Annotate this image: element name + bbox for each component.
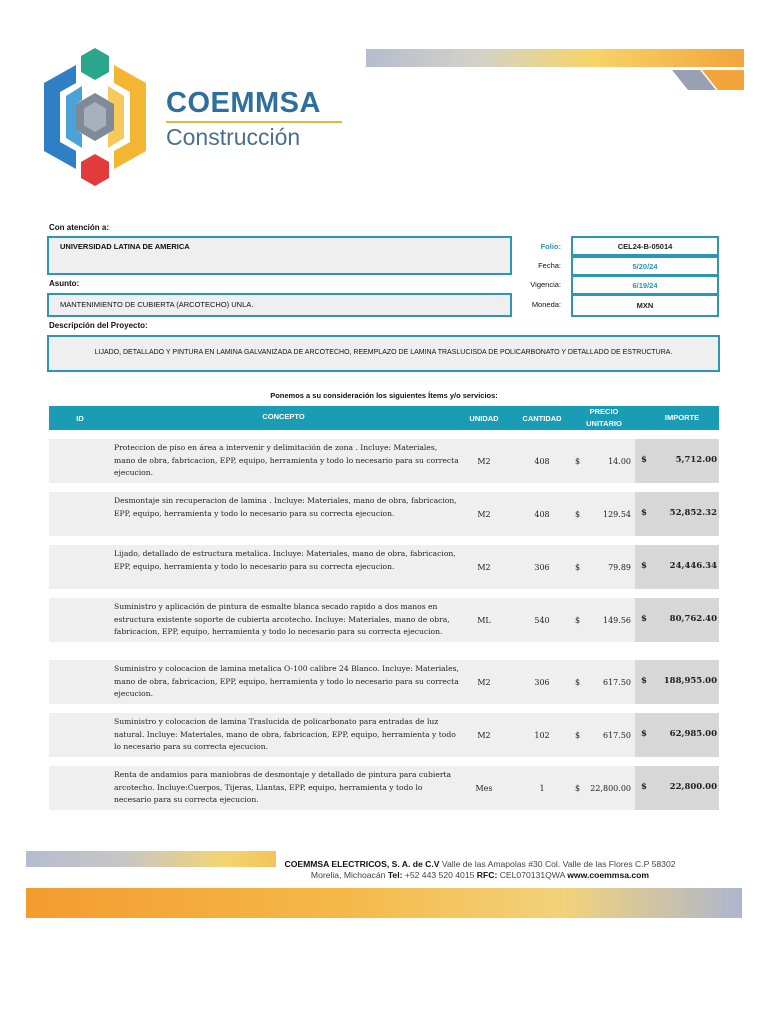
row-amount: 22,800.00	[669, 782, 717, 792]
footer-address: Valle de las Amapolas #30 Col. Valle de las Flores C.P 58302	[441, 859, 676, 869]
row-id	[49, 660, 111, 704]
row-unit: Mes	[475, 783, 493, 793]
fecha-label: Fecha:	[538, 261, 561, 270]
row-qty: 306	[534, 562, 550, 572]
row-unit: M2	[477, 456, 491, 466]
row-amount-cell	[635, 545, 719, 589]
row-amount-cell	[635, 766, 719, 810]
row-id	[49, 598, 111, 642]
row-unit: M2	[477, 562, 491, 572]
row-amount: 24,446.34	[669, 561, 717, 571]
row-amount-currency: $	[641, 676, 647, 686]
row-unit: M2	[477, 509, 491, 519]
header-gradient-bar	[366, 49, 744, 67]
vigencia-value: 6/19/24	[632, 281, 658, 290]
row-id	[49, 492, 111, 536]
row-unit: ML	[477, 615, 491, 625]
folio-value: CEL24-B-05014	[617, 242, 673, 251]
logo-wordmark: COEMMSA	[166, 87, 321, 119]
footer-gradient-bottom	[26, 888, 742, 918]
header-price-1: PRECIO	[589, 407, 619, 416]
vigencia-label: Vigencia:	[530, 280, 561, 289]
row-amount-currency: $	[641, 508, 647, 518]
table-header	[49, 406, 719, 430]
row-id	[49, 439, 111, 483]
header-price-2: UNITARIO	[586, 419, 622, 428]
row-id	[49, 713, 111, 757]
row-price: 22,800.00	[590, 783, 631, 793]
row-amount: 62,985.00	[669, 729, 717, 739]
row-amount-currency: $	[641, 561, 647, 571]
logo-underline	[166, 121, 342, 123]
row-concept: Desmontaje sin recuperacion de lamina . Incluye: Materiales, mano de obra, fabricacion, EPP, equipo, herramienta y todo lo necesario para su correcta ejecucion.	[114, 496, 457, 518]
row-amount: 80,762.40	[669, 614, 717, 624]
row-concept: Suministro y colocacion de lamina metalica O-100 calibre 24 Blanco. Incluye: Materiales, mano de obra, fabricacion, EPP, equipo, herramienta y todo lo necesario para su correcta ejecucion.	[114, 664, 459, 699]
table-row	[49, 439, 719, 483]
table-row	[49, 660, 719, 704]
moneda-value: MXN	[636, 301, 654, 310]
footer-tel-label: Tel:	[387, 870, 403, 880]
fecha-value: 5/20/24	[632, 262, 658, 271]
row-amount: 5,712.00	[675, 455, 717, 465]
items-intro: Ponemos a su consideración los siguientes Ítems y/o servicios:	[270, 391, 498, 400]
subject-label: Asunto:	[49, 279, 80, 288]
row-unit: M2	[477, 730, 491, 740]
footer-rfc-label: RFC:	[476, 870, 498, 880]
row-concept: Suministro y colocacion de lamina Traslucida de policarbonato para entradas de luz natural. Incluye: Materiales, mano de obra, fabricacion, EPP, equipo, herramienta y todo lo necesario para su correcta ejecucion.	[114, 717, 456, 752]
row-amount-currency: $	[641, 614, 647, 624]
attention-label: Con atención a:	[49, 223, 110, 232]
row-concept: Lijado, detallado de estructura metalica. Incluye: Materiales, mano de obra, fabricacion, EPP, equipo, herramienta y todo lo necesario para su correcta ejecucion.	[114, 549, 456, 571]
row-price-currency: $	[575, 456, 581, 466]
row-concept: Suministro y aplicación de pintura de esmalte blanca secado rapido a dos manos en estructura existente soporte de cubierta arcotecho. Incluye: Materiales, mano de obra, fabricacion, EPP, equipo, herramienta y todo lo necesario para su correcta ejecucion.	[114, 602, 450, 637]
folio-label: Folio:	[540, 242, 561, 251]
row-id	[49, 766, 111, 810]
row-price: 79.89	[608, 562, 631, 572]
row-amount-cell	[635, 598, 719, 642]
row-amount-currency: $	[641, 729, 647, 739]
row-price: 149.56	[603, 615, 631, 625]
row-amount-cell	[635, 713, 719, 757]
header-unit: UNIDAD	[469, 414, 499, 423]
row-amount-currency: $	[641, 782, 647, 792]
row-price: 617.50	[603, 730, 631, 740]
row-concept: Proteccion de piso en área a intervenir y delimitación de zona . Incluye: Materiales, mano de obra, fabricacion, EPP, equipo, herramienta y todo lo necesario para su correcta ejecucion.	[114, 443, 459, 478]
moneda-label: Moneda:	[531, 300, 561, 309]
subject-box	[47, 293, 512, 317]
header-qty: CANTIDAD	[522, 414, 562, 423]
subject-text: MANTENIMIENTO DE CUBIERTA (ARCOTECHO) UNLA.	[60, 300, 254, 309]
row-qty: 408	[534, 509, 550, 519]
table-row	[49, 545, 719, 589]
row-qty: 408	[534, 456, 550, 466]
footer-web[interactable]: www.coemmsa.com	[567, 870, 650, 880]
fecha-box	[571, 256, 719, 276]
footer-gradient-top	[26, 851, 276, 867]
folio-box	[571, 236, 719, 256]
row-amount: 188,955.00	[663, 676, 717, 686]
row-qty: 102	[534, 730, 550, 740]
description-text: LIJADO, DETALLADO Y PINTURA EN LAMINA GALVANIZADA DE ARCOTECHO, REEMPLAZO DE LAMINA TRASLUCISDA DE POLICARBONATO Y DETALLADO DE ESTRUCTURA.	[94, 349, 673, 356]
table-row	[49, 492, 719, 536]
row-qty: 540	[534, 615, 550, 625]
footer-company: COEMMSA ELECTRICOS, S. A. de C.V	[284, 859, 440, 869]
row-price-currency: $	[575, 783, 581, 793]
footer-tel: +52 443 520 4015	[404, 870, 475, 880]
row-price: 617.50	[603, 677, 631, 687]
header-id: ID	[76, 414, 84, 423]
row-amount-cell	[635, 439, 719, 483]
row-price-currency: $	[575, 615, 581, 625]
client-name: UNIVERSIDAD LATINA DE AMERICA	[60, 242, 190, 251]
row-id	[49, 545, 111, 589]
table-row	[49, 766, 719, 810]
logo-tagline: Construcción	[166, 124, 301, 150]
row-amount: 52,852.32	[669, 508, 717, 518]
row-price-currency: $	[575, 509, 581, 519]
description-label: Descripción del Proyecto:	[49, 321, 148, 330]
header-amount: IMPORTE	[664, 413, 700, 422]
row-price: 129.54	[603, 509, 631, 519]
table-row	[49, 713, 719, 757]
row-price-currency: $	[575, 730, 581, 740]
row-price: 14.00	[608, 456, 631, 466]
row-qty: 306	[534, 677, 550, 687]
table-row	[49, 598, 719, 642]
client-box	[47, 236, 512, 275]
row-amount-currency: $	[641, 455, 647, 465]
footer-contact	[270, 859, 690, 881]
moneda-box	[571, 294, 719, 317]
description-box	[47, 335, 720, 372]
row-qty: 1	[539, 783, 545, 793]
footer-rfc: CEL070131QWA	[499, 870, 565, 880]
footer-city: Morelia, Michoacán	[310, 870, 386, 880]
header-concept: CONCEPTO	[262, 412, 305, 421]
row-amount-cell	[635, 660, 719, 704]
row-amount-cell	[635, 492, 719, 536]
row-concept: Renta de andamios para maniobras de desmontaje y detallado de pintura para cubierta arcotecho. Incluye:Cuerpos, Tijeras, Llantas, EPP, equipo, herramienta y todo lo necesario para su correcta ejecucion.	[114, 770, 452, 805]
vigencia-box	[571, 275, 719, 295]
header-stripe	[672, 70, 744, 90]
row-price-currency: $	[575, 562, 581, 572]
row-unit: M2	[477, 677, 491, 687]
row-price-currency: $	[575, 677, 581, 687]
company-logo-icon	[30, 48, 160, 186]
